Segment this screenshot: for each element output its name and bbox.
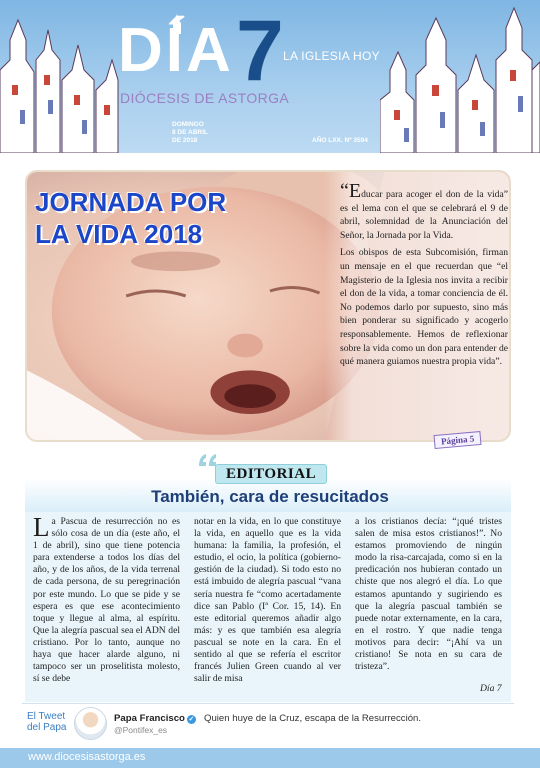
tweet-handle[interactable]: @Pontifex_es <box>114 725 168 735</box>
editorial-column <box>33 512 180 685</box>
summary-paragraph: Los obispos de esta Subcomisión, firman un mensaje en el que recuerdan que “el Magisterio de la Iglesia nos invita a recibir el don de la vida, a tomar conciencia de él. No podemos darlo por supuesto, sino más bien ponderar su significado y acogerlo responsablemente. Hemos de reflexionar sobre la vida como un don para entender de qué manera guiamos nuestra propia vida”. <box>340 247 508 368</box>
cathedral-illustration-right <box>380 0 540 153</box>
diocese-name: DIÓCESIS DE ASTORGA <box>120 90 290 106</box>
editorial-signature: Día 7 <box>480 683 502 694</box>
column-text: La Pascua de resurrección no es sólo cosa de un día (este año, el 1 de abril), sino que tiene potencia para extenderse a todos los días del año, y de los años, de la vida terrenal de cada persona, de su peregrinación por este mundo. Lo que se pide y se espera es que ese acontecimiento toque y llegue al alma, al espíritu. Que la alegría pascual sea el ADN del cristiano. Por lo tanto, aunque no haya que hacer alarde alguno, ni tampoco ser un proselitista molesto, sí se debe <box>33 512 180 685</box>
headline-line: JORNADA POR <box>35 187 227 217</box>
tweet-text: Quien huye de la Cruz, escapa de la Resurrección. <box>204 713 422 724</box>
editorial-body <box>33 512 503 685</box>
label-line: El Tweet <box>27 711 66 722</box>
avatar[interactable] <box>74 707 107 740</box>
label-line: del Papa <box>27 722 67 733</box>
footer-bar <box>0 748 540 768</box>
tagline: LA IGLESIA HOY <box>283 49 380 63</box>
issue-date <box>172 121 208 145</box>
editorial-column <box>194 516 341 685</box>
column-text: a los cristianos decía: “¡qué tristes salen de misa estos cristianos!”. No estamos promoviendo de ningún modo la risa-carcajada, como si en la predicación nos hubieran contado un chiste que nos alegró el día. Lo que estamos apuntando y sugiriendo es que la alegría pascual también se puede notar externamente, en la cara, en el rostro. Y que nadie tenga motivos para decir: “¡Ahí va un cristiano! Se nota en su cara de tristeza”. <box>355 516 502 673</box>
hero-feature <box>25 170 511 442</box>
masthead <box>0 0 540 153</box>
tweet-section-label <box>27 711 66 733</box>
page-reference-badge[interactable]: Página 5 <box>433 431 481 449</box>
editorial-label: EDITORIAL <box>215 464 327 484</box>
author-name: Papa Francisco <box>114 713 185 724</box>
summary-paragraph: “Educar para acoger el don de la vida” es el lema con el que se celebrará el 9 de abril, solemnidad de la Anunciación del Señor, la Jornada por la Vida. <box>340 180 508 241</box>
tweet-author[interactable] <box>114 713 196 724</box>
column-text: notar en la vida, en lo que constituye la vida, en aquello que es la vida humana: la familia, la profesión, el estudio, el ocio, la política (gobierno-gestión de la ciudad). Si todo esto no está imbuido de alegría pascual “vana sería nuestra fe “como acertadamente dice san Pablo (Iª Cor. 15, 14). En este editorial queremos añadir algo más: y es que también esa alegría pascual se note en la cara. En el sentido al que se refería el escritor francés Julien Green cuando al ver salir de misa <box>194 516 341 685</box>
date-line: DE 2018 <box>172 137 198 144</box>
hero-headline <box>35 186 285 250</box>
date-line: DOMINGO <box>172 121 204 128</box>
logo-number: 7 <box>236 3 284 99</box>
logo-text: DÍA <box>118 16 234 85</box>
website-link[interactable]: www.diocesisastorga.es <box>28 751 146 763</box>
issue-number: AÑO LXX. Nº 3594 <box>312 137 368 144</box>
verified-icon: ✓ <box>188 716 195 723</box>
editorial-column <box>355 516 502 685</box>
headline-line: LA VIDA 2018 <box>35 219 203 249</box>
cathedral-illustration-left <box>0 0 120 153</box>
papal-tweet[interactable] <box>22 703 514 743</box>
editorial-title: También, cara de resucitados <box>151 487 389 506</box>
date-line: 8 DE ABRIL <box>172 129 208 136</box>
hero-summary <box>340 180 508 373</box>
